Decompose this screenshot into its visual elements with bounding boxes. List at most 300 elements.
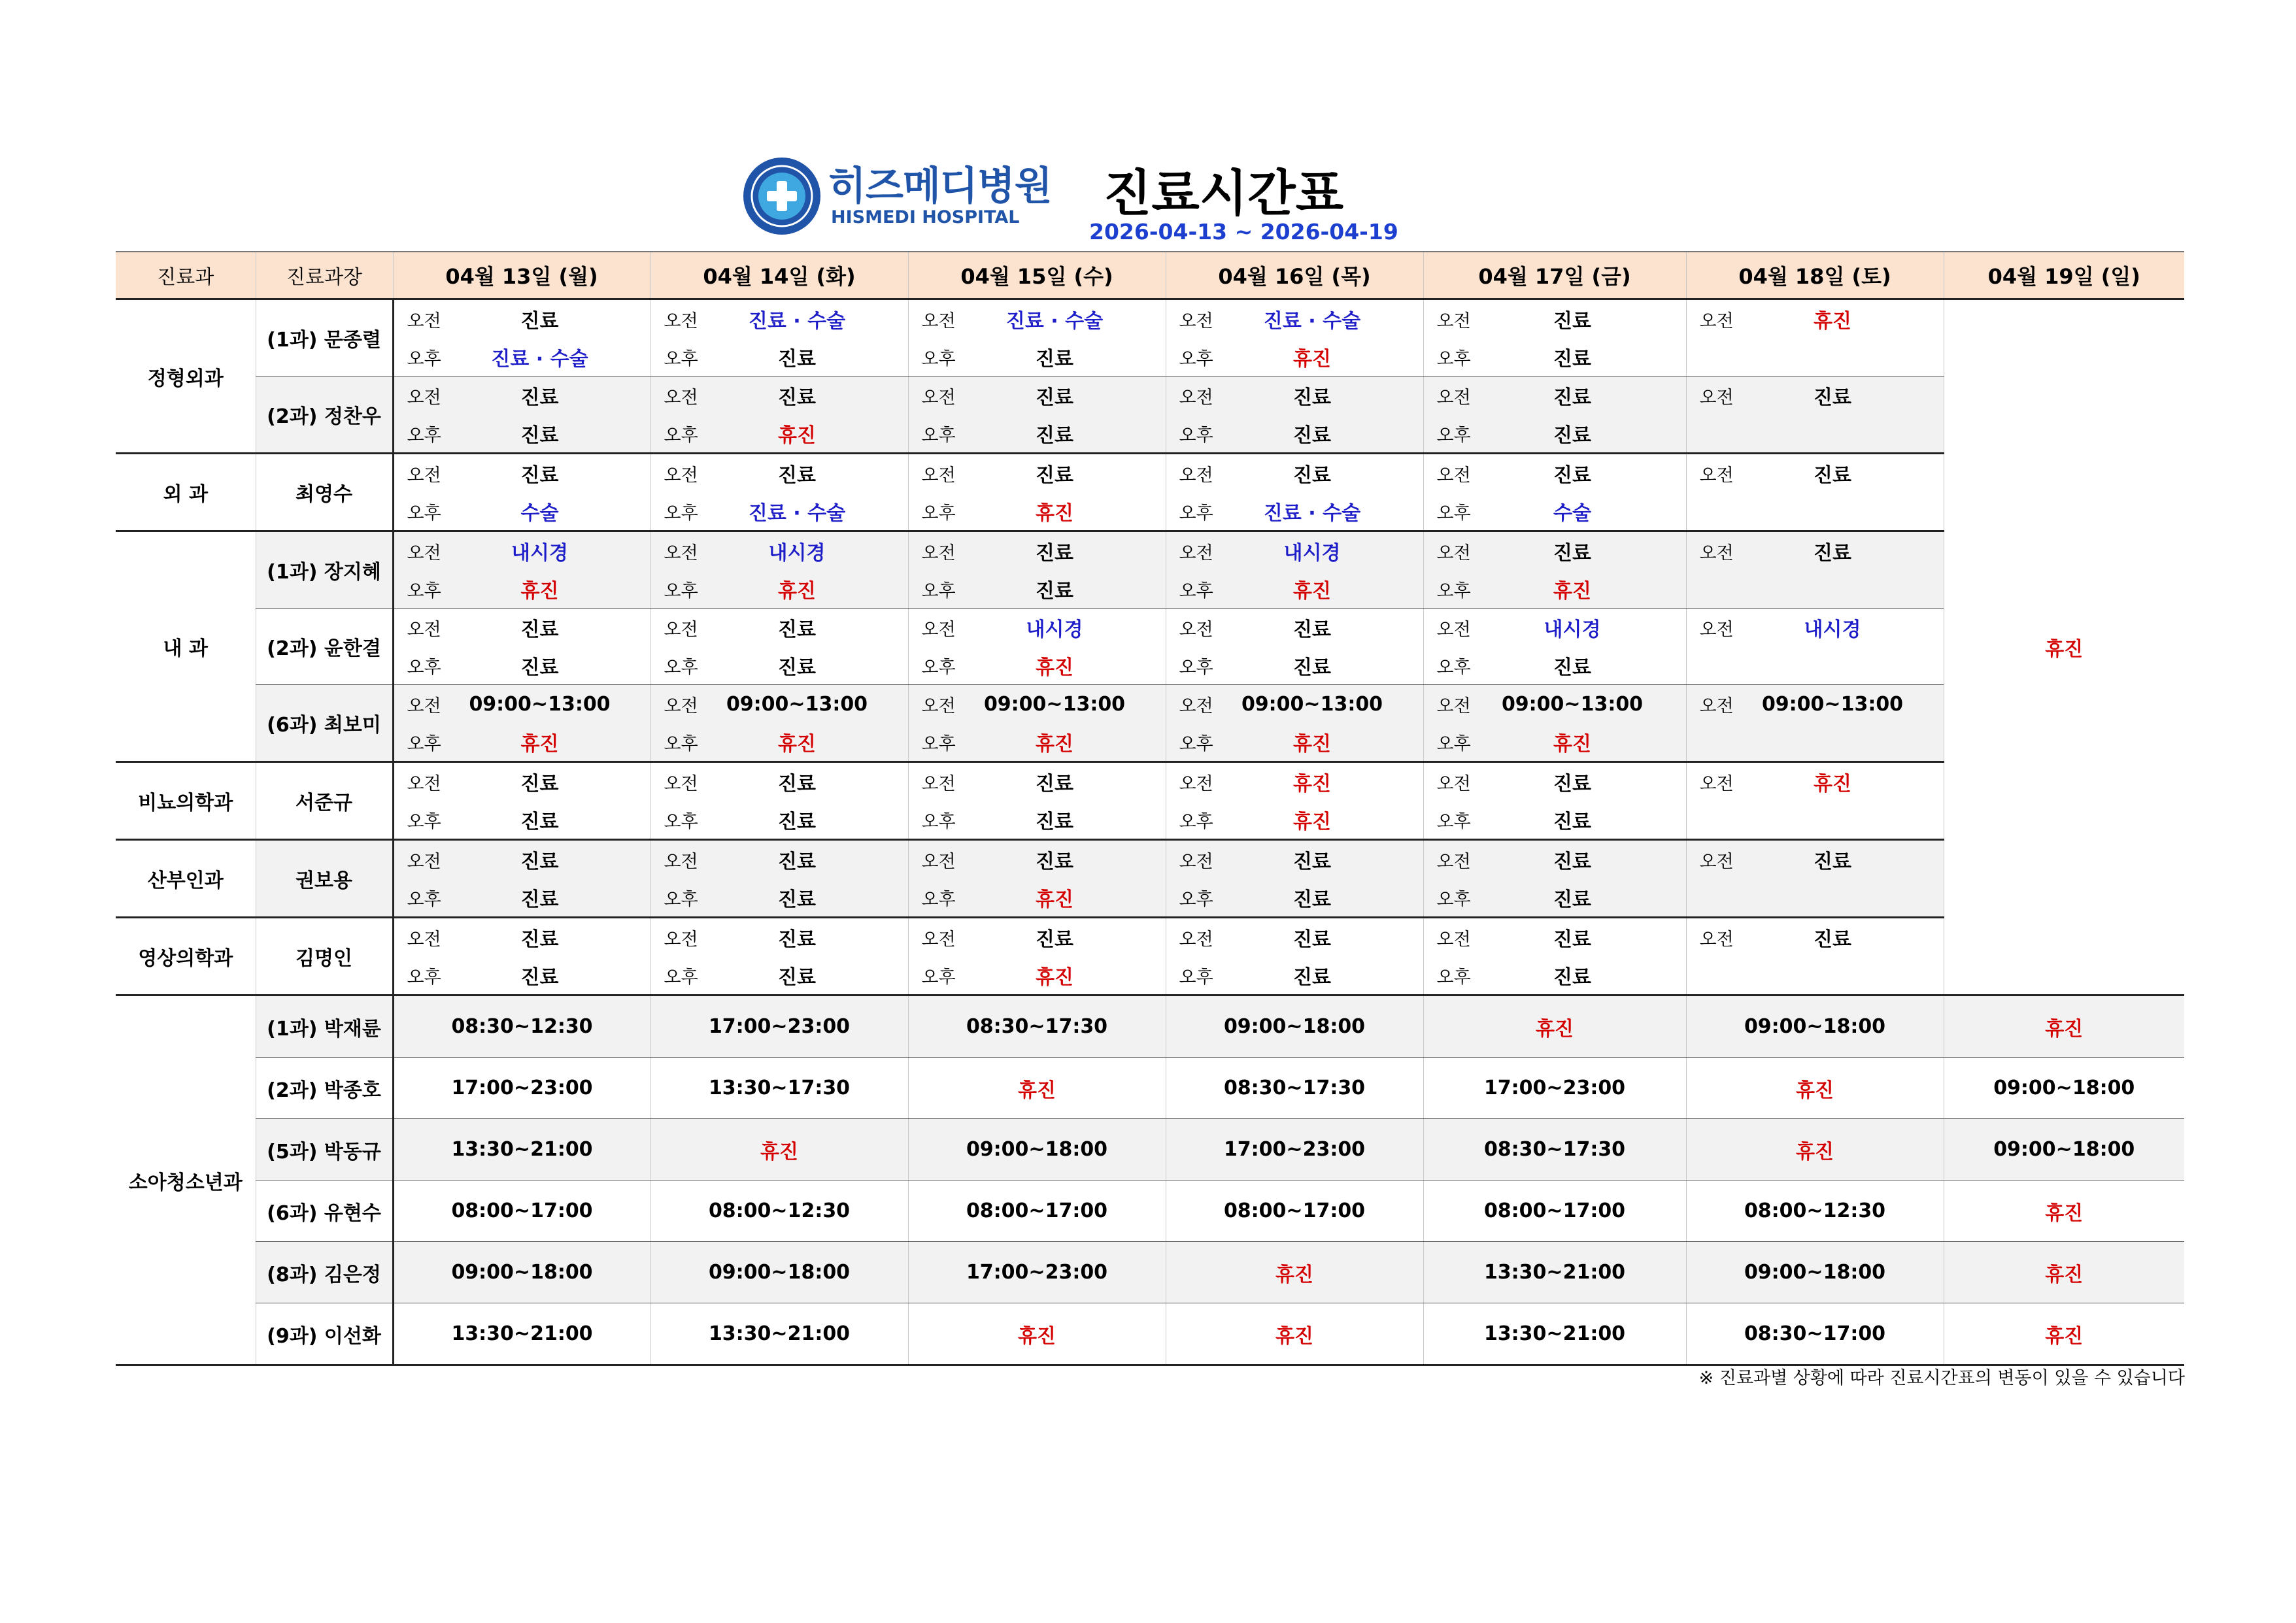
pm-line [651, 492, 908, 530]
schedule-cell [1423, 376, 1686, 454]
doctor-name: (6과) 유현수 [256, 1180, 393, 1242]
pediatrics-hours-cell: 휴진 [1944, 996, 2184, 1058]
department-cell: 내 과 [116, 531, 256, 762]
schedule-cell-stack [1166, 609, 1423, 684]
department-cell: 산부인과 [116, 840, 256, 918]
pm-value: 휴진 [1036, 656, 1073, 679]
pediatrics-hours-cell: 17:00~23:00 [908, 1242, 1166, 1303]
schedule-cell [393, 376, 650, 454]
am-line [1687, 376, 1944, 414]
am-line [394, 454, 650, 492]
pm-line [1166, 801, 1423, 839]
pm-label: 오후 [664, 580, 698, 601]
pm-value: 휴진 [1036, 888, 1073, 911]
schedule-cell [1423, 454, 1686, 531]
am-label: 오전 [921, 773, 956, 794]
pm-label: 오후 [921, 425, 956, 446]
am-label: 오전 [1179, 619, 1213, 640]
am-value: 진료 [520, 464, 559, 487]
am-line [394, 685, 650, 723]
schedule-cell-stack [909, 841, 1166, 916]
am-label: 오전 [921, 619, 956, 640]
am-label: 오전 [1436, 619, 1471, 640]
pm-label: 오후 [407, 503, 441, 524]
schedule-cell [1423, 685, 1686, 762]
header-day-sun: 04월 19일 (일) [1944, 252, 2184, 299]
schedule-cell [1423, 299, 1686, 376]
am-line [651, 918, 908, 956]
pm-value: 진료 [520, 888, 559, 911]
am-line [1166, 841, 1423, 878]
pediatrics-hours-cell: 13:30~21:00 [1423, 1242, 1686, 1303]
schedule-cell [1423, 840, 1686, 918]
pm-line [1424, 414, 1686, 452]
pediatrics-hours-cell: 13:30~21:00 [393, 1119, 650, 1180]
am-value: 진료 [520, 928, 559, 951]
pm-value: 진료 [520, 424, 559, 447]
am-line [651, 376, 908, 414]
am-value: 진료 [1036, 850, 1073, 873]
schedule-cell [393, 685, 650, 762]
am-value: 진료 [1293, 618, 1331, 641]
pm-value: 진료 [778, 966, 816, 989]
am-line [1687, 300, 1944, 338]
am-line [1424, 841, 1686, 878]
am-label: 오전 [407, 619, 441, 640]
pm-label: 오후 [1179, 348, 1213, 369]
pm-value: 진료 [1293, 656, 1331, 679]
am-label: 오전 [407, 773, 441, 794]
schedule-cell-stack [1687, 300, 1944, 376]
department-cell: 외 과 [116, 454, 256, 531]
am-value: 진료 · 수술 [1263, 310, 1361, 333]
am-label: 오전 [921, 929, 956, 950]
am-value: 09:00~13:00 [983, 692, 1126, 716]
pm-label: 오후 [921, 503, 956, 524]
schedule-cell-stack [651, 841, 908, 916]
pm-label: 오후 [921, 811, 956, 832]
schedule-cell-stack [909, 300, 1166, 376]
pediatrics-hours-cell: 휴진 [908, 1058, 1166, 1119]
am-value: 진료 [778, 850, 816, 873]
am-label: 오전 [1179, 543, 1213, 563]
pm-value: 수술 [1553, 502, 1591, 525]
doctor-name: (1과) 박재륜 [256, 996, 393, 1058]
pm-value: 휴진 [778, 424, 816, 447]
schedule-cell-stack [1166, 685, 1423, 761]
pm-line [394, 492, 650, 530]
am-label: 오전 [921, 310, 956, 331]
pediatrics-row [116, 1119, 2184, 1180]
header-day-thu: 04월 16일 (목) [1166, 252, 1423, 299]
pm-label: 오후 [407, 889, 441, 910]
pm-line [394, 801, 650, 839]
am-value: 진료 [778, 773, 816, 795]
schedule-cell [1423, 762, 1686, 840]
pm-line [909, 801, 1166, 839]
pm-value: 진료 [520, 966, 559, 989]
am-label: 오전 [407, 929, 441, 950]
pediatrics-hours-cell: 08:00~17:00 [1423, 1180, 1686, 1242]
header-doctor: 진료과장 [256, 252, 393, 299]
pm-label: 오후 [1179, 425, 1213, 446]
am-value: 휴진 [1814, 773, 1851, 795]
doctor-row [116, 531, 2184, 609]
schedule-cell [650, 609, 908, 685]
schedule-cell-stack [1687, 918, 1944, 994]
am-line [1166, 300, 1423, 338]
schedule-cell-stack [1424, 763, 1686, 839]
pm-line [909, 723, 1166, 761]
schedule-cell-stack [394, 532, 650, 608]
pm-line [1166, 646, 1423, 684]
pediatrics-hours-cell: 08:00~17:00 [393, 1180, 650, 1242]
am-value: 진료 [520, 310, 559, 333]
pm-line [909, 338, 1166, 376]
schedule-cell [1166, 376, 1423, 454]
schedule-cell-stack [1424, 454, 1686, 530]
pm-value: 진료 [1036, 424, 1073, 447]
schedule-cell [1686, 609, 1944, 685]
am-label: 오전 [1179, 695, 1213, 716]
schedule-cell [908, 685, 1166, 762]
pm-label: 오후 [1436, 348, 1471, 369]
am-value: 진료 [1036, 773, 1073, 795]
pediatrics-hours-cell: 17:00~23:00 [1423, 1058, 1686, 1119]
schedule-cell-stack [1424, 609, 1686, 684]
pm-value: 진료 [1553, 811, 1591, 833]
pediatrics-hours-cell: 13:30~17:30 [650, 1058, 908, 1119]
pm-line [1424, 723, 1686, 761]
pediatrics-hours-cell: 08:00~17:00 [908, 1180, 1166, 1242]
schedule-cell-stack [1424, 376, 1686, 452]
pediatrics-hours-cell: 휴진 [1166, 1242, 1423, 1303]
schedule-cell [650, 454, 908, 531]
pediatrics-hours-cell: 휴진 [650, 1119, 908, 1180]
schedule-cell [1166, 762, 1423, 840]
pm-label: 오후 [1436, 503, 1471, 524]
schedule-cell [1686, 531, 1944, 609]
pm-value: 진료 [778, 656, 816, 679]
am-line [1424, 532, 1686, 570]
schedule-cell [1423, 609, 1686, 685]
am-line [1424, 609, 1686, 646]
schedule-cell-stack [1166, 376, 1423, 452]
am-value: 진료 [520, 773, 559, 795]
header-day-mon: 04월 13일 (월) [393, 252, 650, 299]
pediatrics-hours-cell: 08:00~12:30 [1686, 1180, 1944, 1242]
pm-value: 진료 [1553, 656, 1591, 679]
schedule-cell [1423, 918, 1686, 996]
pm-line [1687, 570, 1944, 608]
am-value: 내시경 [768, 542, 826, 565]
am-value: 진료 [520, 386, 559, 409]
schedule-cell [393, 918, 650, 996]
pediatrics-hours-cell: 09:00~18:00 [1166, 996, 1423, 1058]
pm-line [1687, 801, 1944, 839]
pm-label: 오후 [921, 733, 956, 754]
doctor-row [116, 918, 2184, 996]
date-range: 2026-04-13 ~ 2026-04-19 [1089, 219, 1398, 244]
pm-line [1424, 492, 1686, 530]
am-line [394, 918, 650, 956]
pm-value: 휴진 [1553, 580, 1591, 603]
doctor-name: 권보용 [256, 840, 393, 918]
am-value: 09:00~13:00 [1761, 692, 1904, 716]
pm-value: 진료 · 수술 [491, 348, 588, 371]
schedule-cell-stack [1687, 454, 1944, 530]
schedule-cell-stack [909, 685, 1166, 761]
schedule-cell [393, 299, 650, 376]
am-label: 오전 [1699, 619, 1734, 640]
am-line [1687, 532, 1944, 570]
am-label: 오전 [921, 387, 956, 408]
schedule-cell [1686, 918, 1944, 996]
pm-label: 오후 [921, 348, 956, 369]
am-value: 진료 [1814, 542, 1851, 565]
am-line [909, 763, 1166, 801]
am-label: 오전 [921, 543, 956, 563]
pm-line [1687, 646, 1944, 684]
schedule-cell-stack [1424, 841, 1686, 916]
pm-line [651, 956, 908, 994]
am-line [1424, 918, 1686, 956]
hospital-name-kr: 히즈메디병원 [828, 163, 1052, 209]
pediatrics-hours-cell: 08:00~12:30 [650, 1180, 908, 1242]
pm-value: 휴진 [1293, 733, 1331, 756]
pediatrics-hours-cell: 13:30~21:00 [650, 1303, 908, 1365]
pediatrics-hours-cell: 13:30~21:00 [393, 1303, 650, 1365]
am-label: 오전 [664, 619, 698, 640]
schedule-cell-stack [1687, 532, 1944, 608]
pm-line [1424, 801, 1686, 839]
pm-line [1687, 414, 1944, 452]
pediatrics-row [116, 996, 2184, 1058]
pm-line [1424, 646, 1686, 684]
am-value: 09:00~13:00 [1501, 692, 1644, 716]
am-label: 오전 [1436, 695, 1471, 716]
schedule-cell-stack [394, 918, 650, 994]
doctor-name: (9과) 이선화 [256, 1303, 393, 1365]
pediatrics-hours-cell: 17:00~23:00 [650, 996, 908, 1058]
am-line [651, 763, 908, 801]
doctor-name: (8과) 김은정 [256, 1242, 393, 1303]
pm-line [909, 414, 1166, 452]
pediatrics-hours-cell: 08:30~17:30 [1166, 1058, 1423, 1119]
pm-line [909, 878, 1166, 916]
am-line [1424, 300, 1686, 338]
doctor-name: (2과) 정찬우 [256, 376, 393, 454]
pm-value: 휴진 [1036, 502, 1073, 525]
am-line [1166, 376, 1423, 414]
schedule-cell [1686, 840, 1944, 918]
am-value: 내시경 [1283, 542, 1341, 565]
am-value: 휴진 [1814, 310, 1851, 333]
schedule-cell [650, 685, 908, 762]
schedule-cell [1166, 840, 1423, 918]
am-value: 진료 [1553, 850, 1591, 873]
pm-line [909, 956, 1166, 994]
pm-label: 오후 [1179, 967, 1213, 988]
pediatrics-hours-cell: 08:30~17:30 [1423, 1119, 1686, 1180]
pediatrics-hours-cell: 휴진 [908, 1303, 1166, 1365]
am-line [1166, 532, 1423, 570]
header-day-sat: 04월 18일 (토) [1686, 252, 1944, 299]
schedule-cell [1166, 531, 1423, 609]
schedule-cell-stack [651, 763, 908, 839]
pm-line [1166, 878, 1423, 916]
pm-label: 오후 [407, 967, 441, 988]
schedule-cell [650, 918, 908, 996]
schedule-cell [1166, 299, 1423, 376]
am-value: 진료 [1814, 386, 1851, 409]
pm-label: 오후 [1436, 657, 1471, 678]
schedule-cell [1166, 685, 1423, 762]
schedule-cell [650, 762, 908, 840]
am-line [394, 532, 650, 570]
schedule-cell [908, 454, 1166, 531]
pediatrics-hours-cell: 휴진 [1944, 1242, 2184, 1303]
pediatrics-hours-cell: 휴진 [1686, 1058, 1944, 1119]
pm-value: 진료 [778, 888, 816, 911]
schedule-cell-stack [394, 454, 650, 530]
pediatrics-row [116, 1058, 2184, 1119]
pm-line [1424, 878, 1686, 916]
am-label: 오전 [664, 465, 698, 486]
pm-line [1687, 723, 1944, 761]
am-value: 진료 [1036, 386, 1073, 409]
am-label: 오전 [1436, 851, 1471, 872]
schedule-cell-stack [1687, 763, 1944, 839]
doctor-row [116, 840, 2184, 918]
pediatrics-hours-cell: 17:00~23:00 [393, 1058, 650, 1119]
am-line [1687, 763, 1944, 801]
pm-line [651, 723, 908, 761]
am-value: 진료 [1036, 928, 1073, 951]
table-header-row [116, 252, 2184, 299]
am-value: 진료 [778, 928, 816, 951]
schedule-cell [393, 609, 650, 685]
am-value: 진료 [1553, 464, 1591, 487]
pm-line [1687, 492, 1944, 530]
am-label: 오전 [1699, 929, 1734, 950]
schedule-cell-stack [1424, 918, 1686, 994]
am-line [1424, 376, 1686, 414]
am-value: 진료 [1293, 850, 1331, 873]
pm-value: 휴진 [520, 580, 559, 603]
am-value: 내시경 [1026, 618, 1083, 641]
schedule-cell-stack [651, 685, 908, 761]
pm-label: 오후 [1436, 811, 1471, 832]
am-line [651, 841, 908, 878]
schedule-cell-stack [651, 376, 908, 452]
am-value: 진료 [1553, 386, 1591, 409]
schedule-cell-stack [394, 609, 650, 684]
pm-label: 오후 [664, 811, 698, 832]
schedule-cell-stack [1687, 376, 1944, 452]
am-line [394, 300, 650, 338]
am-value: 진료 [1293, 464, 1331, 487]
schedule-cell [1686, 685, 1944, 762]
doctor-name: (2과) 윤한결 [256, 609, 393, 685]
am-label: 오전 [664, 929, 698, 950]
pm-label: 오후 [1436, 889, 1471, 910]
am-label: 오전 [921, 695, 956, 716]
schedule-cell [908, 762, 1166, 840]
pm-line [651, 878, 908, 916]
pediatrics-hours-cell: 휴진 [1686, 1119, 1944, 1180]
pm-label: 오후 [1436, 967, 1471, 988]
pm-label: 오후 [1179, 733, 1213, 754]
schedule-cell-stack [909, 918, 1166, 994]
pm-label: 오후 [1179, 503, 1213, 524]
pediatrics-hours-cell: 08:30~17:00 [1686, 1303, 1944, 1365]
pediatrics-hours-cell: 09:00~18:00 [1944, 1119, 2184, 1180]
schedule-cell-stack [394, 376, 650, 452]
am-value: 진료 [1293, 386, 1331, 409]
am-value: 내시경 [1544, 618, 1601, 641]
am-value: 진료 [778, 386, 816, 409]
schedule-cell-stack [394, 685, 650, 761]
schedule-cell [908, 376, 1166, 454]
pm-label: 오후 [921, 580, 956, 601]
am-line [909, 532, 1166, 570]
am-label: 오전 [664, 773, 698, 794]
am-value: 진료 [1814, 850, 1851, 873]
schedule-cell-stack [1687, 609, 1944, 684]
schedule-cell-stack [909, 609, 1166, 684]
department-cell: 정형외과 [116, 299, 256, 454]
schedule-cell [650, 840, 908, 918]
pm-label: 오후 [407, 580, 441, 601]
schedule-cell-stack [651, 300, 908, 376]
doctor-name: (2과) 박종호 [256, 1058, 393, 1119]
am-line [909, 685, 1166, 723]
sunday-closed-cell: 휴진 [1944, 299, 2184, 996]
header-dept: 진료과 [116, 252, 256, 299]
pediatrics-hours-cell: 휴진 [1944, 1303, 2184, 1365]
am-label: 오전 [1436, 387, 1471, 408]
schedule-cell [908, 531, 1166, 609]
pm-value: 진료 [1293, 424, 1331, 447]
schedule-cell-stack [1687, 841, 1944, 916]
schedule-cell-stack [1424, 685, 1686, 761]
am-line [651, 609, 908, 646]
pm-value: 진료 [1293, 966, 1331, 989]
pm-line [651, 646, 908, 684]
am-label: 오전 [407, 465, 441, 486]
pm-label: 오후 [1436, 425, 1471, 446]
am-label: 오전 [1179, 929, 1213, 950]
am-line [651, 454, 908, 492]
am-label: 오전 [407, 387, 441, 408]
pm-line [1166, 414, 1423, 452]
am-value: 내시경 [1804, 618, 1861, 641]
pediatrics-row [116, 1180, 2184, 1242]
pm-line [394, 414, 650, 452]
am-value: 진료 · 수술 [1005, 310, 1104, 333]
pediatrics-hours-cell: 휴진 [1166, 1303, 1423, 1365]
am-line [909, 609, 1166, 646]
pm-line [651, 414, 908, 452]
am-line [651, 532, 908, 570]
schedule-cell-stack [651, 609, 908, 684]
hospital-logo-icon [742, 156, 822, 236]
pediatrics-hours-cell: 휴진 [1423, 996, 1686, 1058]
am-line [651, 300, 908, 338]
am-label: 오전 [407, 543, 441, 563]
am-label: 오전 [407, 851, 441, 872]
